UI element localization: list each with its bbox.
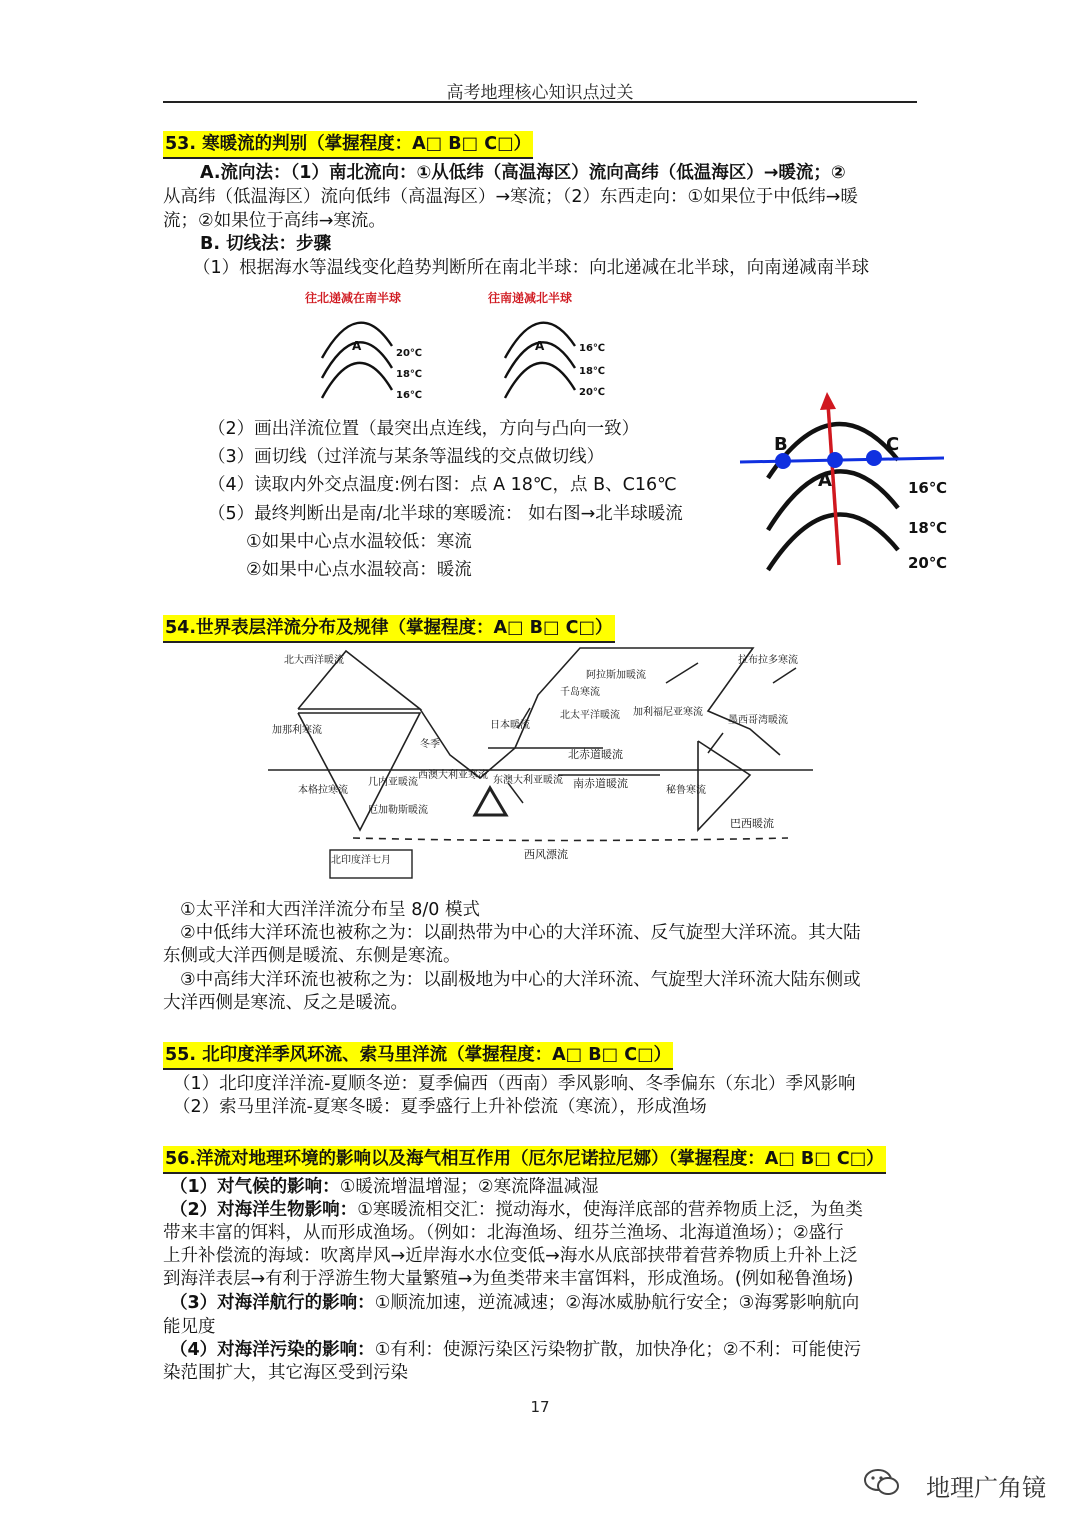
- sec56-item-2-cont-3: 到海洋表层→有利于浮游生物大量繁殖→为鱼类带来丰富饵料，形成渔场。(例如秘鲁渔场): [163, 1269, 854, 1289]
- wechat-icon: [862, 1466, 902, 1498]
- map-label-north-eq: 北赤道暖流: [568, 748, 623, 761]
- sec53-step-4: （4）读取内外交点温度:例右图：点 A 18℃，点 B、C16℃: [208, 475, 677, 495]
- map-label-mexico: 墨西哥湾暖流: [728, 715, 788, 726]
- section-56-title: 56.洋流对地理环境的影响以及海气相互作用（厄尔尼诺拉尼娜）（掌握程度：A□ B□ C□）: [163, 1146, 886, 1174]
- sec53-step-5a: ①如果中心点水温较低：寒流: [246, 532, 472, 552]
- header-rule: [163, 101, 917, 103]
- sec53-line-3: 流；②如果位于高纬→寒流。: [163, 211, 386, 231]
- sec53-line-2: 从高纬（低温海区）流向低纬（高温海区）→寒流；（2）东西走向：①如果位于中低纬→暖: [163, 187, 858, 207]
- diagram-right-label-2: 18℃: [579, 366, 606, 377]
- big-label-20: 20℃: [908, 554, 948, 572]
- sec56-item-2-cont-1: 带来丰富的饵料，从而形成渔场。（例如：北海渔场、纽芬兰渔场、北海道渔场）；②盛行: [163, 1223, 844, 1243]
- sec53-step-5: （5）最终判断出是南/北半球的寒暖流： 如右图→北半球暖流: [208, 504, 683, 524]
- sec54-note-3: 东侧或大洋西侧是暖流、东侧是寒流。: [163, 946, 461, 966]
- sec54-note-2: ②中低纬大洋环流也被称之为：以副热带为中心的大洋环流、反气旋型大洋环流。其大陆: [180, 923, 861, 943]
- watermark-account-name: 地理广角镜: [926, 1474, 1046, 1502]
- isotherm-curve: [768, 514, 898, 570]
- map-label-canary: 加那利寒流: [272, 725, 322, 736]
- map-label-california: 加利福尼亚寒流: [633, 707, 703, 718]
- sec53-line-1: A.流向法：（1）南北流向：①从低纬（高温海区）流向高纬（低温海区）→暖流；②: [200, 163, 846, 183]
- sec56-item-3-cont: 能见度: [163, 1317, 216, 1337]
- map-label-peru: 秘鲁寒流: [666, 785, 706, 796]
- diagram-left-label-1: 20℃: [396, 348, 423, 359]
- map-label-west-aus: 西澳大利亚寒流: [418, 770, 488, 781]
- sec56-item-2: （2）对海洋生物影响：①寒暖流相交汇：搅动海水，使海洋底部的营养物质上泛，为鱼类: [170, 1200, 863, 1220]
- map-label-north-atlantic: 北大西洋暖流: [284, 655, 344, 666]
- sec56-item-2-cont-2: 上升补偿流的海域：吹离岸风→近岸海水水位变低→海水从底部挟带着营养物质上升补上泛: [163, 1246, 858, 1266]
- ocean-currents-map: [268, 643, 813, 883]
- diagram-right-label-3: 20℃: [579, 387, 606, 398]
- diagram-left-title: 往北递减在南半球: [305, 291, 402, 305]
- isotherm-curve: [505, 363, 575, 398]
- sec54-note-5: 大洋西侧是寒流、反之是暖流。: [163, 993, 408, 1013]
- sec53-line-5: （1）根据海水等温线变化趋势判断所在南北半球：向北递减在北半球，向南递减南半球: [193, 258, 870, 278]
- map-label-west-wind: 西风漂流: [524, 848, 568, 861]
- section-55-title: 55. 北印度洋季风环流、索马里洋流（掌握程度：A□ B□ C□）: [163, 1042, 673, 1070]
- point-c-dot: [866, 450, 882, 466]
- page-number: 17: [530, 1398, 550, 1416]
- tangent-method-diagram: [738, 390, 958, 580]
- point-b-dot: [775, 453, 791, 469]
- current-arrow: [708, 733, 723, 753]
- sec53-step-2: （2）画出洋流位置（最突出点连线，方向与凸向一致）: [208, 419, 640, 439]
- diagram-right-point: A: [535, 339, 545, 353]
- section-54-title: 54.世界表层洋流分布及规律（掌握程度：A□ B□ C□）: [163, 615, 615, 643]
- section-53-title: 53. 寒暖流的判别（掌握程度：A□ B□ C□）: [163, 131, 533, 159]
- diagram-left-label-2: 18℃: [396, 369, 423, 380]
- point-a-label: A: [818, 470, 832, 491]
- current-arrow-head: [820, 392, 836, 410]
- sec54-note-1: ①太平洋和大西洋洋流分布呈 8/0 模式: [180, 900, 480, 920]
- point-a-dot: [827, 452, 843, 468]
- map-label-agulhas: 厄加勒斯暖流: [368, 805, 428, 816]
- map-label-labrador: 拉布拉多寒流: [738, 655, 798, 666]
- isotherm-curve: [322, 363, 392, 398]
- sec55-line-2: （2）索马里洋流-夏寒冬暖：夏季盛行上升补偿流（寒流），形成渔场: [173, 1097, 707, 1117]
- page-header: 高考地理核心知识点过关: [446, 83, 634, 103]
- map-label-alaska: 阿拉斯加暖流: [586, 670, 646, 681]
- big-label-16: 16℃: [908, 479, 948, 497]
- diagram-right-label-1: 16℃: [579, 343, 606, 354]
- sec53-step-3: （3）画切线（过洋流与某条等温线的交点做切线）: [208, 447, 605, 467]
- map-label-south-eq: 南赤道暖流: [573, 777, 628, 790]
- map-label-north-pacific: 北太平洋暖流: [560, 710, 620, 721]
- sec55-line-1: （1）北印度洋洋流-夏顺冬逆：夏季偏西（西南）季风影响、冬季偏东（东北）季风影响: [173, 1074, 856, 1094]
- map-label-north-indian: 北印度洋七月: [331, 855, 391, 866]
- indian-triangle: [475, 788, 506, 815]
- current-arrow: [773, 668, 796, 683]
- diagram-right-title: 往南递减北半球: [488, 291, 573, 305]
- map-label-kuroshio: 日本暖流: [490, 720, 530, 731]
- map-label-brazil: 巴西暖流: [730, 817, 774, 830]
- current-arrow: [666, 663, 698, 683]
- map-label-oyashio: 千岛寒流: [560, 687, 600, 698]
- sec56-item-4-cont: 染范围扩大，其它海区受到污染: [163, 1363, 408, 1383]
- big-label-18: 18℃: [908, 519, 948, 537]
- sec53-line-4: B. 切线法：步骤: [200, 234, 332, 254]
- sec53-step-5b: ②如果中心点水温较高：暖流: [246, 560, 472, 580]
- sec56-item-1: （1）对气候的影响：①暖流增温增湿；②寒流降温减湿: [170, 1177, 599, 1197]
- map-label-winter: 冬季: [420, 739, 440, 750]
- isotherm-diagrams-small: [300, 300, 620, 410]
- diagram-left-point: A: [352, 339, 362, 353]
- diagram-left-label-3: 16℃: [396, 390, 423, 401]
- west-wind-drift: [353, 838, 788, 841]
- map-label-benguela: 本格拉寒流: [298, 785, 348, 796]
- point-c-label: C: [886, 434, 900, 455]
- sec56-item-4: （4）对海洋污染的影响：①有利：使源污染区污染物扩散，加快净化；②不利：可能使污: [170, 1340, 862, 1360]
- sec56-item-3: （3）对海洋航行的影响：①顺流加速，逆流减速；②海冰威胁航行安全；③海雾影响航向: [170, 1293, 860, 1313]
- current-arrow: [508, 783, 523, 803]
- sec54-note-4: ③中高纬大洋环流也被称之为：以副极地为中心的大洋环流、气旋型大洋环流大陆东侧或: [180, 970, 861, 990]
- map-label-east-aus: 东澳大利亚暖流: [493, 775, 563, 786]
- map-label-guinea: 几内亚暖流: [368, 777, 418, 788]
- point-b-label: B: [774, 434, 788, 455]
